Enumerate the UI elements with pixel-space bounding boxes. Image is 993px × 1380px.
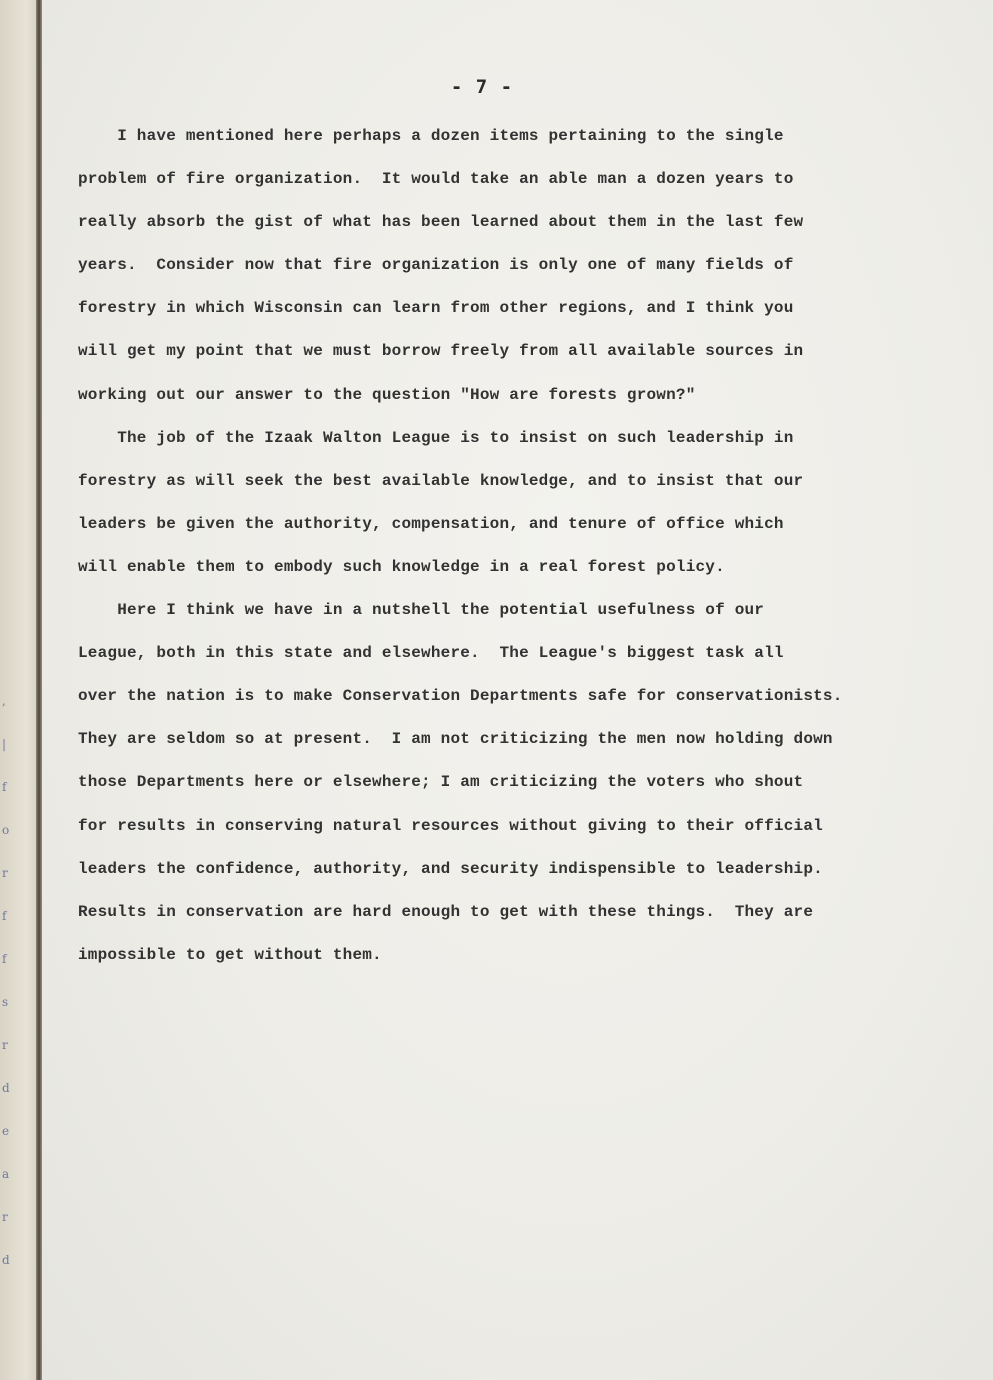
text-line: Here I think we have in a nutshell the potential usefulness of our — [78, 601, 765, 620]
page-number: - 7 - — [450, 76, 514, 98]
edge-mark: r — [2, 1210, 8, 1224]
text-line: I have mentioned here perhaps a dozen items pertaining to the single — [78, 127, 784, 145]
text-line: forestry as will seek the best available knowledge, and to insist that our — [78, 471, 804, 490]
paragraph-2 — [78, 417, 958, 589]
text-line: really absorb the gist of what has been learned about them in the last few — [78, 213, 804, 232]
text-line: The job of the Izaak Walton League is to insist on such leadership in — [78, 428, 794, 447]
text-line: leaders the confidence, authority, and security indispensible to leadership. — [78, 859, 823, 878]
edge-mark: r — [2, 1038, 8, 1052]
text-line: Results in conservation are hard enough to get with these things. They are — [78, 902, 814, 921]
edge-mark: o — [2, 823, 10, 837]
paragraph-1 — [78, 115, 958, 417]
edge-mark: r — [2, 866, 8, 880]
text-line: working out our answer to the question "How are forests grown?" — [78, 385, 696, 404]
text-line: will enable them to embody such knowledge in a real forest policy. — [78, 557, 725, 576]
edge-mark: f — [2, 952, 7, 966]
text-line: problem of fire organization. It would take an able man a dozen years to — [78, 170, 794, 189]
edge-mark: , — [2, 694, 6, 708]
text-line: over the nation is to make Conservation Departments safe for conservationists. — [78, 687, 843, 706]
text-line: They are seldom so at present. I am not criticizing the men now holding down — [78, 730, 833, 749]
text-line: those Departments here or elsewhere; I am criticizing the voters who shout — [78, 773, 804, 792]
text-line: for results in conserving natural resources without giving to their official — [78, 816, 823, 835]
text-line: impossible to get without them. — [78, 945, 382, 964]
edge-mark: e — [2, 1124, 10, 1138]
text-line: League, both in this state and elsewhere. The League's biggest task all — [78, 644, 784, 663]
page-body — [78, 115, 958, 977]
edge-mark: f — [2, 909, 7, 923]
text-line: will get my point that we must borrow freely from all available sources in — [78, 342, 804, 361]
text-line: years. Consider now that fire organization is only one of many fields of — [78, 256, 794, 275]
typewritten-page — [42, 0, 993, 1380]
paragraph-3 — [78, 589, 958, 977]
edge-mark: a — [2, 1167, 10, 1181]
bleed-through-edge-marks — [2, 680, 16, 1282]
edge-mark: d — [2, 1253, 10, 1267]
edge-mark: d — [2, 1081, 10, 1095]
edge-mark: f — [2, 780, 7, 794]
text-line: forestry in which Wisconsin can learn from other regions, and I think you — [78, 299, 794, 318]
edge-mark: s — [2, 995, 9, 1009]
text-line: leaders be given the authority, compensation, and tenure of office which — [78, 514, 784, 533]
edge-mark: | — [2, 737, 7, 751]
